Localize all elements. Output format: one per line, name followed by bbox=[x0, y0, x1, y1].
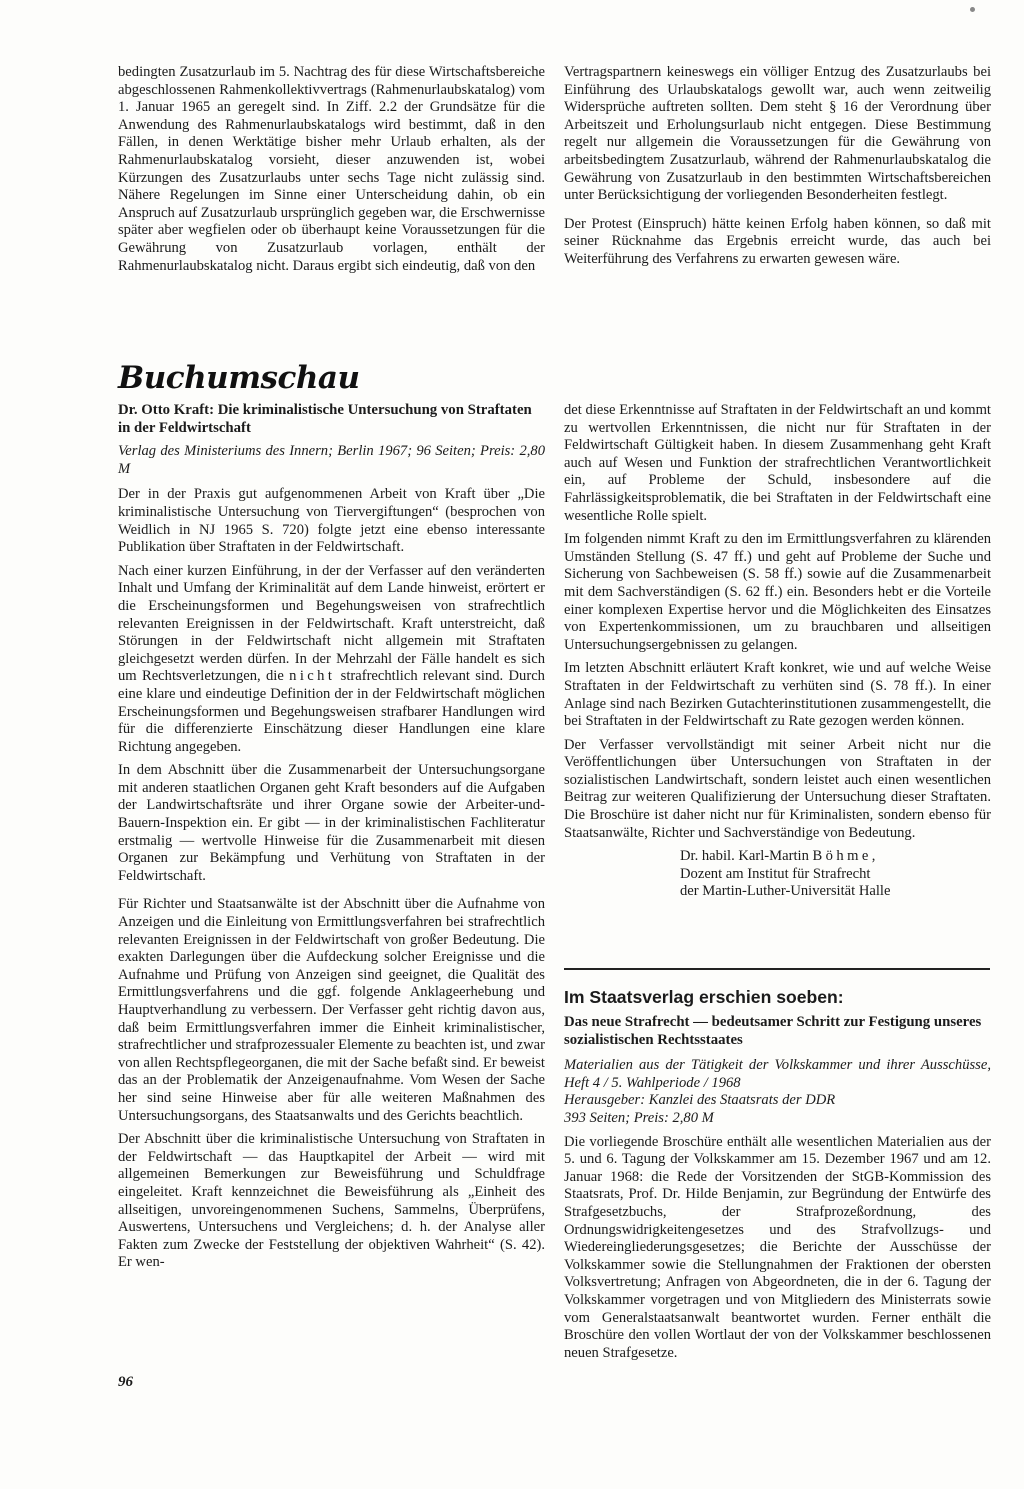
review-paragraph-2-part-2: strafrechtlich relevant sind. Durch eine klare und eindeutige Definition der in der Feldwirtschaft möglichen Erscheinungsformen und Begehungsweisen strafbarer Handlungen wird für die differenzierte Einschätzung dieser Handlungen eine klare Richtung angegeben. bbox=[118, 668, 545, 755]
emphasis-nicht: nicht bbox=[289, 668, 336, 685]
signature-title: Dr. habil. Karl-Martin bbox=[680, 848, 809, 865]
top-left-column bbox=[118, 64, 545, 275]
publisher-notice bbox=[564, 986, 991, 1362]
review-paragraph-4: Für Richter und Staatsanwälte ist der Abschnitt über die Aufnahme von Anzeigen und die Einleitung von Ermittlungsverfahren bei strafrechtlich relevanten Ereignissen in der Feldwirtschaft von großer Bedeutung. Die exakten Darlegungen über die Aufdeckung solcher Ereignisse und die Aufnahme und Prüfung von Anzeigen sind geeignet, die Qualität des Ermittlungsverfahrens und die ggf. folgende Anklageerhebung und Hauptverhandlung zu verbessern. Der Verfasser geht richtig davon aus, daß beim Ermittlungsverfahren immer die Einheit kriminalistischer, strafrechtlicher und strafprozessualer Elemente zu beachten ist, und zwar von allen Rechtspflegeorganen, die mit der Sache befaßt sind. Er beweist das an der Problematik der Anzeigenaufnahme. Vom Wesen der Sache her sind seine Hinweise aber für alle weiteren Maßnahmen des Untersuchungsorgans, des Staatsanwalts und des Gerichts beachtlich. bbox=[118, 896, 545, 1124]
signature-line-1 bbox=[564, 848, 991, 866]
notice-body: Die vorliegende Broschüre enthält alle wesentlichen Materialien aus der 5. und 6. Tagung der Volkskammer am 15. Dezember 1967 und am 12. Januar 1968: die Rede der Vorsitzenden der StGB-Kommission des Staatsrats, Prof. Dr. Hilde Benjamin, zur Begründung der Entwürfe des Strafgesetzbuchs, der Strafprozeßordnung, des Ordnungswidrigkeitengesetzes und des Strafvollzugs- und Wiedereingliederungsgesetzes; die Berichte der Ausschüsse der Volkskammer sowie die Stellungnahmen der Fraktionen der obersten Volksvertretung; Anfragen von Abgeordneten, die in der 6. Tagung der Volkskammer vorgetragen und von Mitgliedern des Ministerrats sowie vom Generalstaatsanwalt beantwortet wurden. Ferner enthält die Broschüre den vollen Wortlaut der von der Volkskammer beschlossenen neuen Strafgesetze. bbox=[564, 1133, 991, 1361]
review-right-paragraph-3: Im letzten Abschnitt erläutert Kraft konkret, wie und auf welche Weise Straftaten in der Feldwirtschaft zu verhüten sind (S. 78 ff.). In einer Anlage sind nach Bezirken Gutachterinstitutionen zusammengestellt, die bei Straftaten in der Feldwirtschaft zu Rate gezogen werden können. bbox=[564, 660, 991, 730]
review-paragraph-3: In dem Abschnitt über die Zusammenarbeit der Untersuchungsorgane mit anderen staatlichen Organen geht Kraft besonders auf die Aufgaben der Landwirtschaftsräte und ihrer Organe sowie der Arbeiter-und-Bauern-Inspektion ein. Er gibt — in der kriminalistischen Fachliteratur erstmalig — wertvolle Hinweise für die Zusammenarbeit mit diesen Organen zur Bekämpfung und Verhütung von Straftaten in der Feldwirtschaft. bbox=[118, 762, 545, 884]
review-signature bbox=[564, 848, 991, 901]
review-right-paragraph-1: det diese Erkenntnisse auf Straftaten in der Feldwirtschaft an und kommt zu wertvollen Erkenntnissen, die nicht nur für Straftaten in der Feldwirtschaft Gültigkeit haben. In diesem Zusammenhang geht Kraft auch auf Wesen und Funktion der strafrechtlichen Verantwortlichkeit ein, auf Probleme der Schuld, insbesondere auf die Fahrlässigkeitsproblematik, die bei Straftaten in der Feldwirtschaft eine wesentliche Rolle spielt. bbox=[564, 402, 991, 524]
review-paragraph-2 bbox=[118, 563, 545, 757]
notice-detail-2: Herausgeber: Kanzlei des Staatsrats der DDR bbox=[564, 1092, 836, 1109]
section-title: Buchumschau bbox=[118, 360, 360, 396]
page-number: 96 bbox=[118, 1374, 133, 1390]
signature-line-3: der Martin-Luther-Universität Halle bbox=[680, 883, 891, 900]
review-right-paragraph-2: Im folgenden nimmt Kraft zu den im Ermittlungsverfahren zu klärenden Umständen Stellung (S. 47 ff.) und geht auf Probleme der Suche und Sicherung von Sachbeweisen (S. 58 ff.) sowie auf die Zusammenarbeit mit dem Sachverständigen (S. 62 ff.) ein. Besonders hebt er die Vorteile einer komplexen Expertise hervor und die Möglichkeiten des Einsatzes von Expertenkommissionen, um zu brauchbaren und allseitigen Untersuchungsergebnissen zu gelangen. bbox=[564, 531, 991, 653]
review-left-column bbox=[118, 402, 545, 1272]
review-right-column bbox=[564, 402, 991, 901]
section-divider bbox=[564, 968, 990, 970]
scan-mark bbox=[970, 7, 975, 12]
top-right-paragraph-2: Der Protest (Einspruch) hätte keinen Erfolg haben können, so daß mit seiner Rücknahme das Ergebnis erreicht wurde, das auch bei Weiterführung des Verfahrens zu erwarten gewesen wäre. bbox=[564, 215, 991, 267]
top-right-column bbox=[564, 64, 991, 269]
review-paragraph-5: Der Abschnitt über die kriminalistische Untersuchung von Straftaten in der Feldwirtschaft — das Hauptkapitel der Arbeit — wird mit allgemeinen Bemerkungen zur Beweisführung und Schuldfrage eingeleitet. Kraft kennzeichnet die Beweisführung als „Einheit des allseitigen, unvoreingenommenen Suchens, Sammelns, Überprüfens, Auswertens, Untersuchens und Vergleichens; d. h. der Analyse aller Fakten zum Zwecke der Feststellung der objektiven Wahrheit“ (S. 42). Er wen- bbox=[118, 1131, 545, 1271]
review-publisher: Verlag des Ministeriums des Innern; Berlin 1967; 96 Seiten; Preis: 2,80 M bbox=[118, 443, 545, 477]
review-heading: Dr. Otto Kraft: Die kriminalistische Untersuchung von Straftaten in der Feldwirtschaft bbox=[118, 402, 532, 436]
notice-heading: Im Staatsverlag erschien soeben: bbox=[564, 987, 844, 1007]
review-right-paragraph-4: Der Verfasser vervollständigt mit seiner Arbeit nicht nur die Veröffentlichungen über Untersuchungen von Straftaten in der sozialistischen Landwirtschaft, sondern leistet auch einen wesentlichen Beitrag zur weiteren Qualifizierung der Untersuchung dieser Straftaten. Die Broschüre ist daher nicht nur für Kriminalisten, sondern ebenso für Staatsanwälte, Richter und Sachverständige von Bedeutung. bbox=[564, 736, 991, 841]
top-right-paragraph-1: Vertragspartnern keineswegs ein völliger Entzug des Zusatzurlaubs bei Einführung des Urlaubskatalogs gewollt war, auch wenn zeitweilig Widersprüche auftreten sollten. Dem steht § 16 der Verordnung über Arbeitszeit und Erholungsurlaub nicht entgegen. Diese Bestimmung regelt nur allgemein die Voraussetzungen für die Gewährung von arbeitsbedingtem Zusatzurlaub, während der Rahmenurlaubskatalog die Gewährung von Zusatzurlaub in den bestimmten Wirtschaftsbereichen unter Berücksichtigung der vorliegenden Besonderheiten festlegt. bbox=[564, 64, 991, 204]
review-paragraph-1: Der in der Praxis gut aufgenommenen Arbeit von Kraft über „Die kriminalistische Untersuchung von Tiervergiftungen“ (besprochen von Weidlich in NJ 1965 S. 720) folgte jetzt eine ebenso interessante Publikation über Straftaten in der Feldwirtschaft. bbox=[118, 486, 545, 556]
review-paragraph-2-part-1: Nach einer kurzen Einführung, in der der Verfasser auf den veränderten Inhalt und Umfang der Kriminalität auf dem Lande hinweist, erörtert er die Erscheinungsformen und Begehungsweisen von strafrechtlich relevanten Ereignissen in der Feldwirtschaft. Kraft unterstreicht, daß Störungen in der Feldwirtschaft nicht allgemein mit Straftaten gleichgesetzt werden dürfen. In der Mehrzahl der Fälle handelt es sich um Rechtsverletzungen, die bbox=[118, 562, 545, 685]
notice-subheading: Das neue Strafrecht — bedeutsamer Schritt zur Festigung unseres sozialistischen Rechtsstaates bbox=[564, 1014, 982, 1048]
notice-detail-3: 393 Seiten; Preis: 2,80 M bbox=[564, 1109, 714, 1126]
signature-name: Böhme, bbox=[812, 848, 879, 865]
signature-line-2: Dozent am Institut für Strafrecht bbox=[680, 865, 871, 882]
notice-detail-1: Materialien aus der Tätigkeit der Volkskammer und ihrer Ausschüsse, Heft 4 / 5. Wahlperiode / 1968 bbox=[564, 1057, 991, 1091]
top-left-paragraph-1: bedingten Zusatzurlaub im 5. Nachtrag des für diese Wirtschaftsbereiche abgeschlossenen Rahmenkollektivvertrags (Rahmenurlaubskatalog) vom 1. Januar 1965 an geregelt sind. In Ziff. 2.2 der Grundsätze für die Anwendung des Rahmenurlaubskatalogs wird bestimmt, daß in den Fällen, in denen Werktätige bisher mehr Urlaub erhalten, als der Rahmenurlaubskatalog vorsieht, dieser anzuwenden ist, wobei Kürzungen des Zusatzurlaubs unter sechs Tage nicht zulässig sind. Nähere Regelungen im Sinne einer Unterscheidung dahin, ob ein Anspruch auf Zusatzurlaub ursprünglich gegeben war, die Erschwernisse später aber wegfielen oder ob überhaupt keine Voraussetzungen für die Gewährung von Zusatzurlaub vorlagen, enthält der Rahmenurlaubskatalog nicht. Daraus ergibt sich eindeutig, daß von den bbox=[118, 64, 545, 274]
